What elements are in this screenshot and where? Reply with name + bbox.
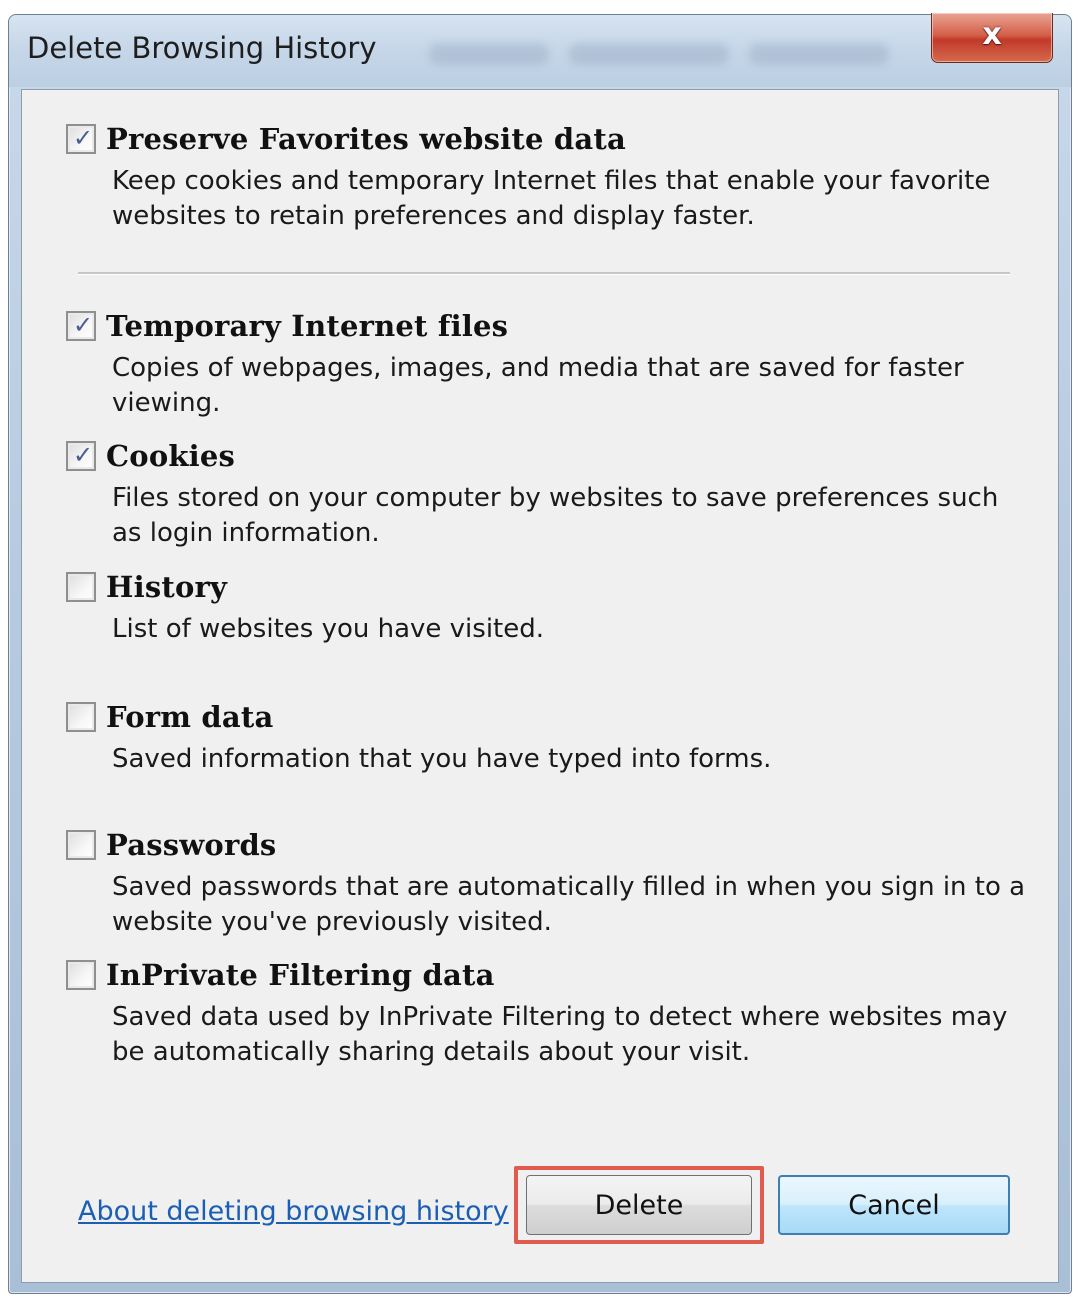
window-title: Delete Browsing History — [27, 31, 377, 65]
temporary-internet-files-checkbox[interactable] — [66, 311, 96, 341]
cookies-checkbox[interactable] — [66, 441, 96, 471]
delete-button[interactable]: Delete — [526, 1175, 752, 1235]
option-label: Cookies — [106, 439, 236, 473]
checkmark-icon: ✓ — [73, 124, 94, 152]
background-tab-blur — [569, 43, 729, 65]
about-deleting-history-link[interactable]: About deleting browsing history — [78, 1196, 509, 1227]
background-tab-blur — [749, 43, 889, 65]
passwords-checkbox[interactable] — [66, 830, 96, 860]
inprivate-filtering-checkbox[interactable] — [66, 960, 96, 990]
separator — [78, 272, 1010, 275]
option-label: Preserve Favorites website data — [106, 122, 626, 156]
option-label: Form data — [106, 700, 274, 734]
option-description: Saved passwords that are automatically filled in when you sign in to a website you've previously visited. — [112, 872, 1026, 937]
option-description: List of websites you have visited. — [112, 614, 545, 644]
option-label: InPrivate Filtering data — [106, 958, 495, 992]
checkmark-icon: ✓ — [73, 311, 94, 339]
option-history — [66, 568, 1026, 647]
dialog-body — [21, 89, 1059, 1283]
option-description: Files stored on your computer by websites to save preferences such as login information. — [112, 483, 999, 548]
option-passwords — [66, 826, 1026, 940]
option-label: History — [106, 570, 228, 604]
checkmark-icon: ✓ — [73, 441, 94, 469]
option-description: Saved information that you have typed into forms. — [112, 744, 772, 774]
history-checkbox[interactable] — [66, 572, 96, 602]
option-label: Passwords — [106, 828, 277, 862]
preserve-favorites-checkbox[interactable] — [66, 124, 96, 154]
option-description: Saved data used by InPrivate Filtering to detect where websites may be automatically sharing details about your visit. — [112, 1002, 1008, 1067]
option-description: Copies of webpages, images, and media that are saved for faster viewing. — [112, 353, 964, 418]
cancel-button[interactable]: Cancel — [778, 1175, 1010, 1235]
option-inprivate-filtering — [66, 956, 1026, 1070]
title-bar[interactable] — [9, 15, 1071, 87]
option-label: Temporary Internet files — [106, 309, 509, 343]
background-tab-blur — [429, 43, 549, 65]
option-description: Keep cookies and temporary Internet files that enable your favorite websites to retain preferences and display faster. — [112, 166, 991, 231]
close-button[interactable] — [931, 13, 1053, 63]
option-cookies — [66, 437, 1026, 551]
option-form-data — [66, 698, 1026, 777]
option-preserve-favorites — [66, 120, 1026, 234]
delete-browsing-history-dialog — [8, 14, 1072, 1294]
option-temporary-internet-files — [66, 307, 1026, 421]
form-data-checkbox[interactable] — [66, 702, 96, 732]
close-icon: x — [982, 17, 1002, 52]
